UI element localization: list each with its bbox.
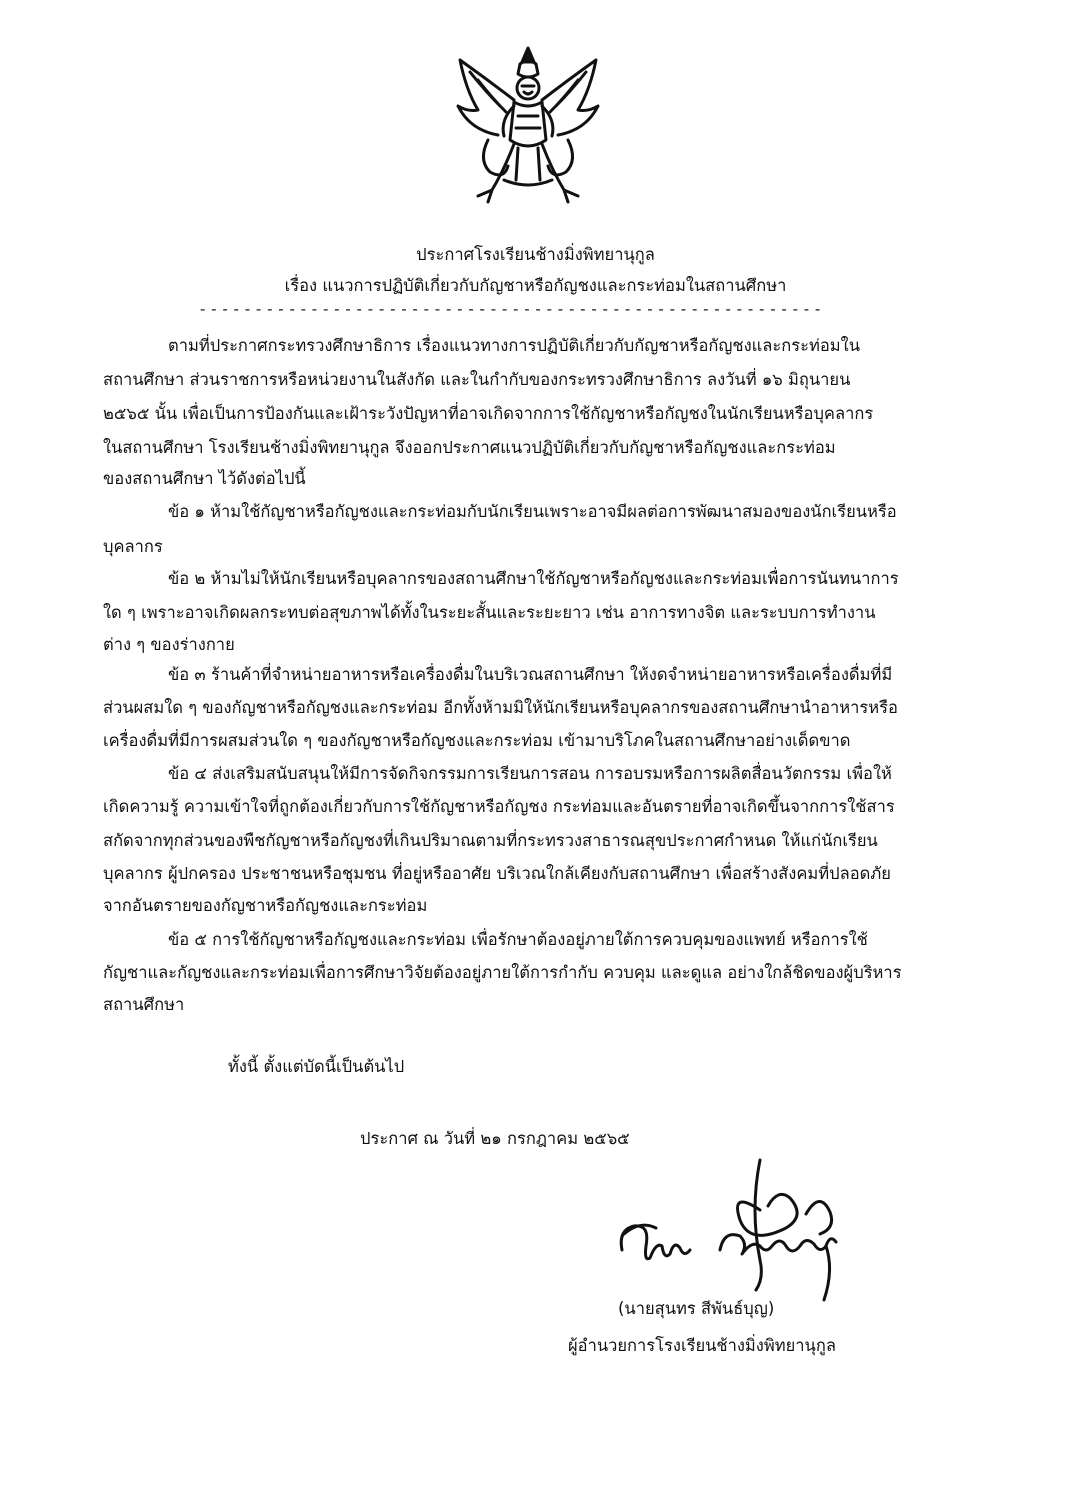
effective-statement: ทั้งนี้ ตั้งแต่บัดนี้เป็นต้นไป — [228, 1057, 405, 1076]
document-subject: เรื่อง แนวการปฏิบัติเกี่ยวกับกัญชาหรือกัญชงและกระท่อมในสถานศึกษา — [284, 276, 787, 295]
clause-4-line-4: บุคลากร ผู้ปกครอง ประชาชนหรือชุมชน ที่อยู่หรืออาศัย บริเวณใกล้เคียงกับสถานศึกษา เพื่อสร้างสังคมที่ปลอดภัย — [103, 864, 891, 883]
separator-line: - - - - - - - - - - - - - - - - - - - - - - - - - - - - - - - - - - - - - - - - - - - - - - - - - - - - - - - - — [200, 300, 821, 318]
signatory-position: ผู้อำนวยการโรงเรียนช้างมิ่งพิทยานุกูล — [568, 1336, 836, 1355]
clause-2-line-2: ใด ๆ เพราะอาจเกิดผลกระทบต่อสุขภาพได้ทั้งในระยะสั้นและระยะยาว เช่น อาการทางจิต และระบบการทำงาน — [103, 603, 876, 622]
signatory-name: (นายสุนทร สีพันธ์บุญ) — [618, 1299, 775, 1318]
garuda-emblem-icon — [448, 40, 608, 210]
clause-4-line-1: ข้อ ๔ ส่งเสริมสนับสนุนให้มีการจัดกิจกรรมการเรียนการสอน การอบรมหรือการผลิตสื่อนวัตกรรม เพื่อให้ — [168, 764, 892, 783]
clause-1-line-2: บุคลากร — [103, 537, 163, 556]
clause-4-line-5: จากอันตรายของกัญชาหรือกัญชงและกระท่อม — [103, 896, 428, 915]
clause-3-line-3: เครื่องดื่มที่มีการผสมส่วนใด ๆ ของกัญชาหรือกัญชงและกระท่อม เข้ามาบริโภคในสถานศึกษาอย่างเด็ดขาด — [103, 731, 851, 750]
document-title: ประกาศโรงเรียนช้างมิ่งพิทยานุกูล — [416, 245, 655, 264]
announcement-date: ประกาศ ณ วันที่ ๒๑ กรกฎาคม ๒๕๖๕ — [360, 1129, 630, 1148]
intro-line-2: สถานศึกษา ส่วนราชการหรือหน่วยงานในสังกัด และในกำกับของกระทรวงศึกษาธิการ ลงวันที่ ๑๖ มิถุนายน — [103, 370, 851, 389]
clause-3-line-2: ส่วนผสมใด ๆ ของกัญชาหรือกัญชงและกระท่อม อีกทั้งห้ามมิให้นักเรียนหรือบุคลากรของสถานศึกษานำอาหารหรือ — [103, 698, 898, 717]
clause-5-line-2: กัญชาและกัญชงและกระท่อมเพื่อการศึกษาวิจัยต้องอยู่ภายใต้การกำกับ ควบคุม และดูแล อย่างใกล้ชิดของผู้บริหาร — [103, 963, 902, 982]
intro-line-1: ตามที่ประกาศกระทรวงศึกษาธิการ เรื่องแนวทางการปฏิบัติเกี่ยวกับกัญชาหรือกัญชงและกระท่อมใน — [168, 336, 860, 355]
clause-1-line-1: ข้อ ๑ ห้ามใช้กัญชาหรือกัญชงและกระท่อมกับนักเรียนเพราะอาจมีผลต่อการพัฒนาสมองของนักเรียนหรือ — [168, 502, 897, 521]
clause-2-line-3: ต่าง ๆ ของร่างกาย — [103, 635, 235, 654]
clause-3-line-1: ข้อ ๓ ร้านค้าที่จำหน่ายอาหารหรือเครื่องดื่มในบริเวณสถานศึกษา ให้งดจำหน่ายอาหารหรือเครื่องดื่มที่มี — [168, 665, 893, 684]
intro-line-4: ในสถานศึกษา โรงเรียนช้างมิ่งพิทยานุกูล จึงออกประกาศแนวปฏิบัติเกี่ยวกับกัญชาหรือกัญชงและกระท่อม — [103, 438, 836, 457]
clause-4-line-3: สกัดจากทุกส่วนของพืชกัญชาหรือกัญชงที่เกินปริมาณตามที่กระทรวงสาธารณสุขประกาศกำหนด ให้แก่นักเรียน — [103, 831, 878, 850]
clause-5-line-1: ข้อ ๕ การใช้กัญชาหรือกัญชงและกระท่อม เพื่อรักษาต้องอยู่ภายใต้การควบคุมของแพทย์ หรือการใช้ — [168, 930, 868, 949]
clause-5-line-3: สถานศึกษา — [103, 995, 185, 1014]
intro-line-5: ของสถานศึกษา ไว้ดังต่อไปนี้ — [103, 469, 306, 488]
clause-2-line-1: ข้อ ๒ ห้ามไม่ให้นักเรียนหรือบุคลากรของสถานศึกษาใช้กัญชาหรือกัญชงและกระท่อมเพื่อการนันทนาการ — [168, 569, 899, 588]
handwritten-signature-icon — [610, 1150, 860, 1310]
clause-4-line-2: เกิดความรู้ ความเข้าใจที่ถูกต้องเกี่ยวกับการใช้กัญชาหรือกัญชง กระท่อมและอันตรายที่อาจเกิดขึ้นจากการใช้สาร — [103, 797, 895, 816]
intro-line-3: ๒๕๖๕ นั้น เพื่อเป็นการป้องกันและเฝ้าระวังปัญหาที่อาจเกิดจากการใช้กัญชาหรือกัญชงในนักเรียนหรือบุคลากร — [103, 404, 874, 423]
